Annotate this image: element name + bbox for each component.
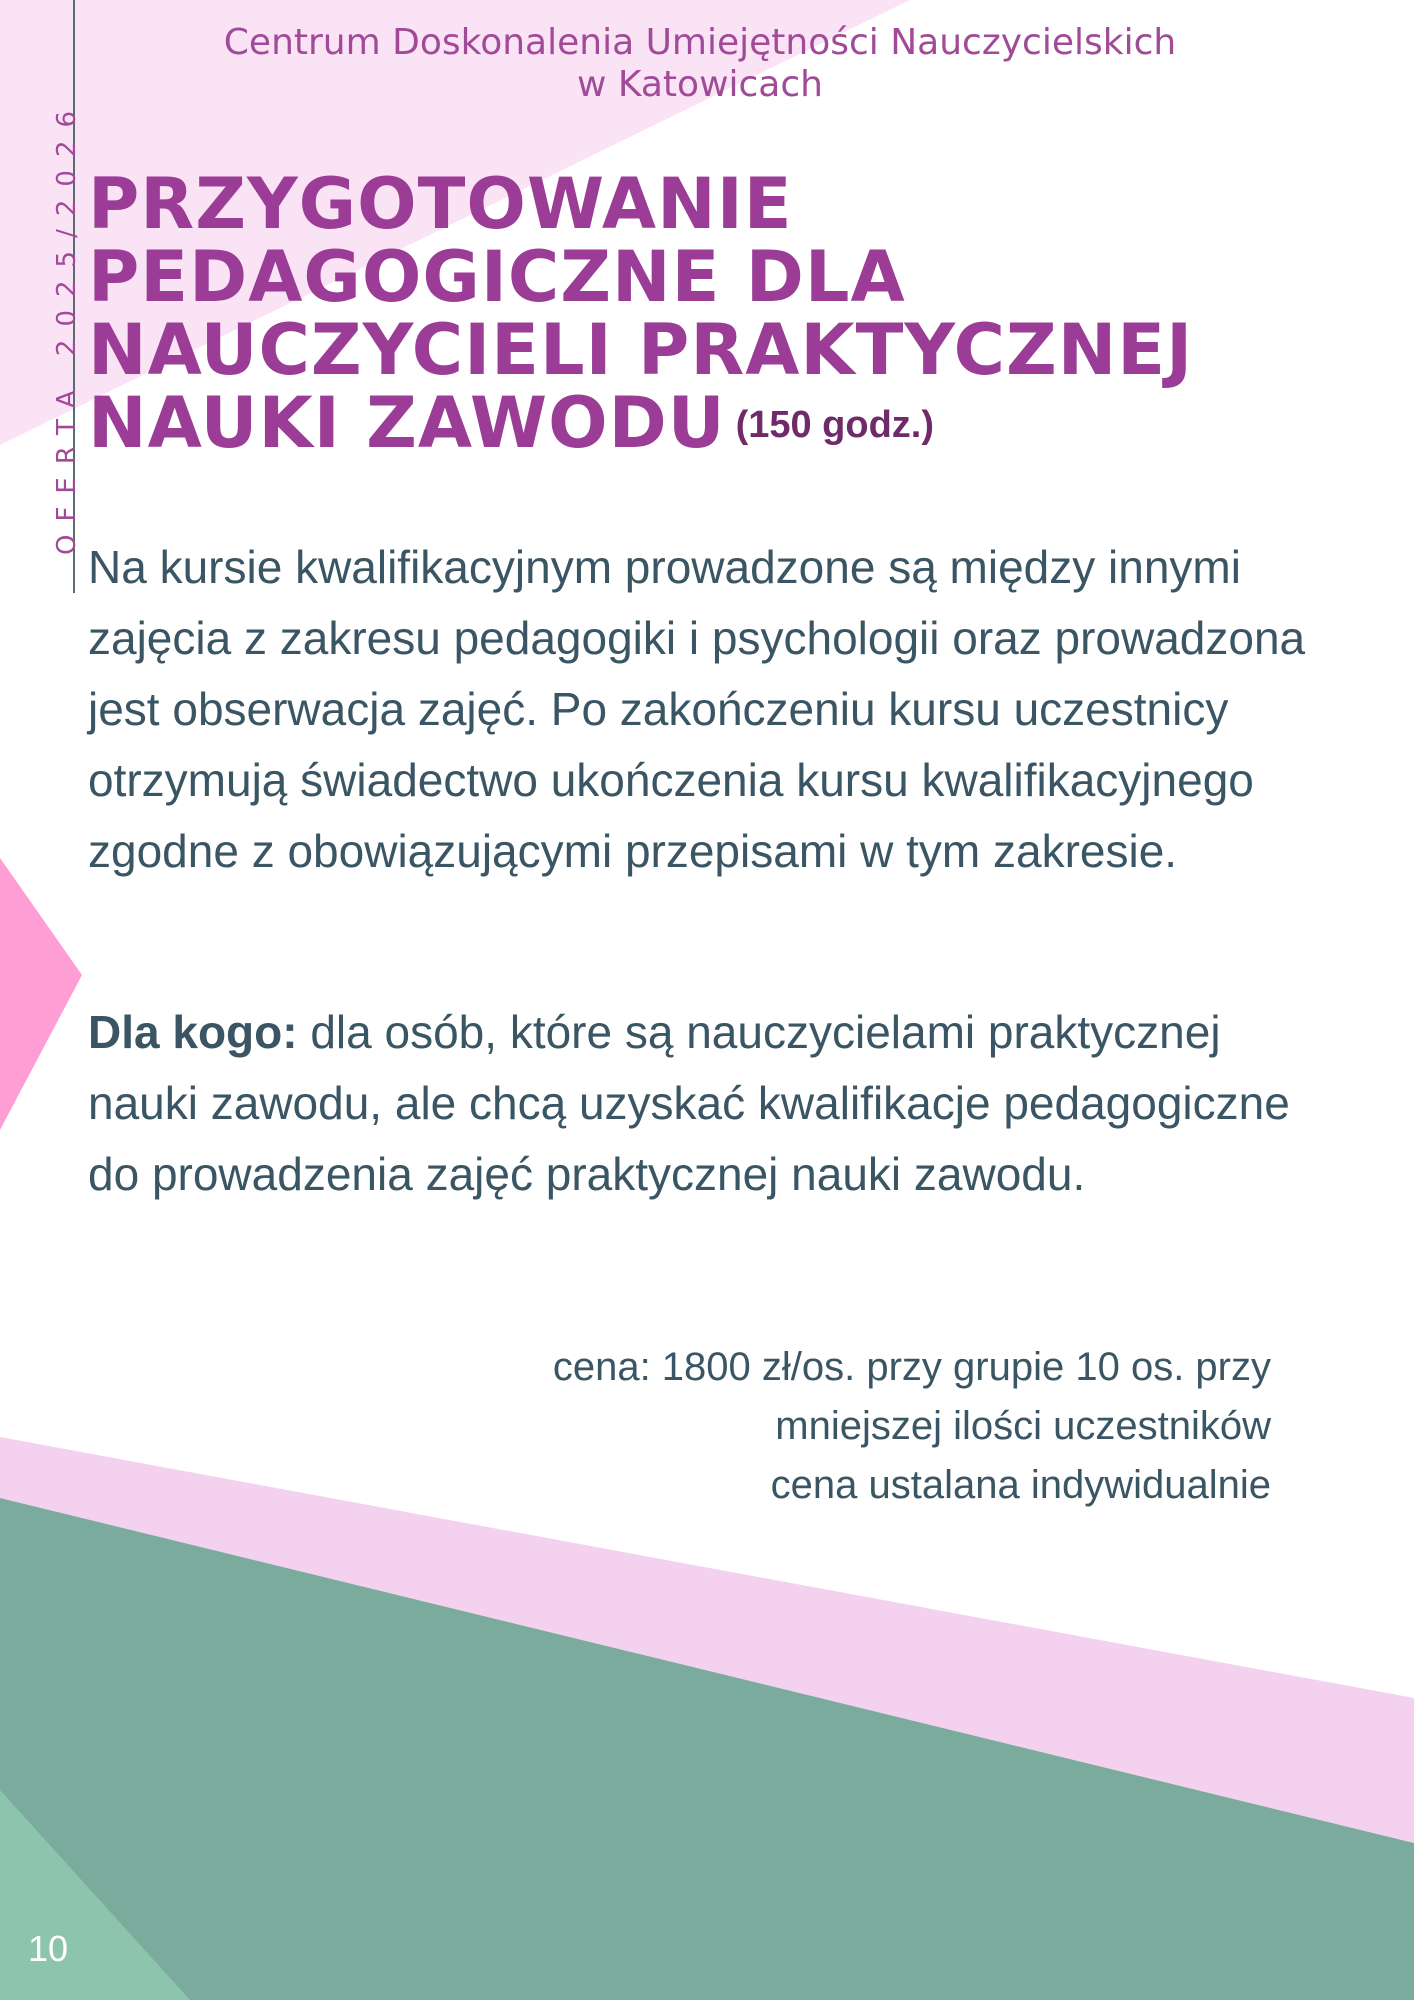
course-description: Na kursie kwalifikacyjnym prowadzone są między innymi zajęcia z zakresu pedagogiki i psychologii oraz prowadzona jest obserwacja zajęć. Po zakończeniu kursu uczestnicy otrzymują świadectwo ukończenia kursu kwalifikacyjnego zgodne z obowiązującymi przepisami w tym zakresie.	[88, 541, 1306, 877]
title-line: NAUCZYCIELI PRAKTYCZNEJ	[88, 309, 1194, 391]
institution-city: w Katowicach	[577, 64, 823, 105]
audience-label: Dla kogo:	[88, 1006, 298, 1058]
price-info	[371, 1338, 1271, 1515]
title-line-last	[88, 382, 1348, 464]
course-hours: (150 godz.)	[735, 404, 935, 446]
price-line: mniejszej ilości uczestników	[775, 1404, 1271, 1448]
course-title	[88, 163, 1348, 464]
price-line: cena: 1800 zł/os. przy grupie 10 os. przy	[552, 1345, 1271, 1389]
page-number: 10	[28, 1928, 69, 1969]
left-pink-arrow	[0, 858, 82, 1130]
price-line: cena ustalana indywidualnie	[770, 1463, 1271, 1507]
institution-name: Centrum Doskonalenia Umiejętności Nauczycielskich	[223, 22, 1177, 63]
audience-text: dla osób, które są nauczycielami praktycznej nauki zawodu, ale chcą uzyskać kwalifikacje pedagogiczne do prowadzenia zajęć praktycznej nauki zawodu.	[88, 1006, 1290, 1200]
title-line: NAUKI ZAWODU	[88, 382, 726, 464]
offer-year-label: OFERTA 2025/2026	[52, 97, 82, 555]
audience-paragraph	[88, 997, 1338, 1210]
institution-header	[120, 22, 1280, 106]
title-line: PEDAGOGICZNE DLA	[88, 236, 906, 318]
title-line: PRZYGOTOWANIE	[88, 163, 793, 245]
